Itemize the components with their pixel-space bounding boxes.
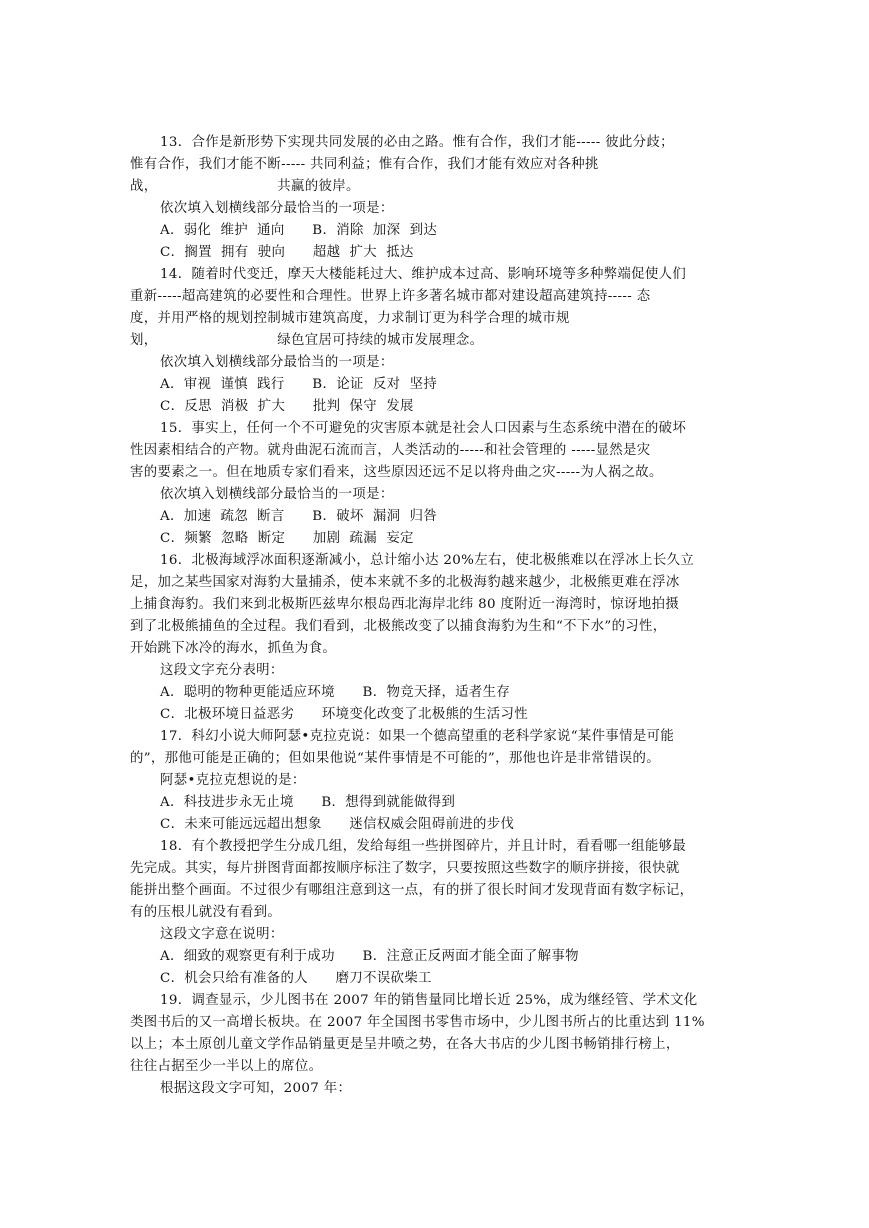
q14-line-2: 重新-----超高建筑的必要性和合理性。世界上许多著名城市都对建设超高建筑持----- 态	[130, 289, 651, 304]
q18-line-3: 能拼出整个画面。不过很少有哪组注意到这一点，有的拼了很长时间才发现背面有数字标记，	[130, 883, 694, 898]
q16-line-1: 16．北极海域浮冰面积逐渐减小，总计缩小达 20%左右，使北极熊难以在浮冰上长久立	[160, 553, 695, 568]
q15-options-ab: A．加速 疏忽 断言 B．破坏 漏洞 归咎	[160, 509, 438, 524]
q14-line-4: 划， 绿色宜居可持续的城市发展理念。	[130, 333, 484, 348]
q17-options-ab: A．科技进步永无止境 B．想得到就能做得到	[160, 795, 456, 810]
q13-line-2: 惟有合作，我们才能不断----- 共同利益；惟有合作，我们才能有效应对各种挑	[130, 157, 599, 172]
q16-prompt: 这段文字充分表明：	[160, 663, 284, 678]
q19-line-2: 类图书后的又一高增长板块。在 2007 年全国图书零售市场中，少儿图书所占的比重达到 11%	[130, 1015, 705, 1030]
q14-line-1: 14．随着时代变迁，摩天大楼能耗过大、维护成本过高、影响环境等多种弊端促使人们	[160, 267, 687, 282]
q17-prompt: 阿瑟•克拉克想说的是：	[160, 773, 306, 788]
q16-line-5: 开始跳下冰冷的海水，抓鱼为食。	[130, 641, 337, 656]
q15-prompt: 依次填入划横线部分最恰当的一项是：	[160, 487, 394, 502]
q14-options-cd: C．反思 消极 扩大 批判 保守 发展	[160, 399, 414, 414]
q19-line-1: 19．调查显示，少儿图书在 2007 年的销售量同比增长近 25%，成为继经管、学术文化	[160, 993, 698, 1008]
q19-line-3: 以上；本土原创儿童文学作品销量更是呈井喷之势，在各大书店的少儿图书畅销排行榜上，	[130, 1037, 680, 1052]
q18-options-cd: C．机会只给有准备的人 磨刀不误砍柴工	[160, 971, 432, 986]
q19-line-4: 往往占据至少一半以上的席位。	[130, 1059, 323, 1074]
q17-line-1: 17．科幻小说大师阿瑟•克拉克说：如果一个德高望重的老科学家说“某件事情是可能	[160, 729, 675, 744]
q13-options-cd: C．搁置 拥有 驶向 超越 扩大 抵达	[160, 245, 414, 260]
q15-line-3: 害的要素之一。但在地质专家们看来，这些原因还远不足以将舟曲之灾-----为人祸之故。	[130, 465, 663, 480]
q18-prompt: 这段文字意在说明：	[160, 927, 284, 942]
q17-line-2: 的”，那他可能是正确的；但如果他说“某件事情是不可能的”，那他也许是非常错误的。	[130, 751, 660, 766]
q15-line-1: 15．事实上，任何一个不可避免的灾害原本就是社会人口因素与生态系统中潜在的破坏	[160, 421, 687, 436]
q18-options-ab: A．细致的观察更有利于成功 B．注意正反两面才能全面了解事物	[160, 949, 579, 964]
q15-line-2: 性因素相结合的产物。就舟曲泥石流而言，人类活动的-----和社会管理的 -----显然是灾	[130, 443, 651, 458]
q13-line-3: 战， 共赢的彼岸。	[130, 179, 360, 194]
q16-options-cd: C．北极环境日益恶劣 环境变化改变了北极熊的生活习性	[160, 707, 529, 722]
q16-line-3: 上捕食海豹。我们来到北极斯匹兹卑尔根岛西北海岸北纬 80 度附近一海湾时，惊讶地拍摄	[130, 597, 680, 612]
q18-line-4: 有的压根儿就没有看到。	[130, 905, 282, 920]
q16-line-2: 足，加之某些国家对海豹大量捕杀，使本来就不多的北极海豹越来越少，北极熊更难在浮冰	[130, 575, 680, 590]
q13-line-1: 13．合作是新形势下实现共同发展的必由之路。惟有合作，我们才能----- 彼此分歧；	[160, 135, 674, 150]
q13-prompt: 依次填入划横线部分最恰当的一项是：	[160, 201, 394, 216]
q16-line-4: 到了北极熊捕鱼的全过程。我们看到，北极熊改变了以捕食海豹为生和“不下水”的习性，	[130, 619, 667, 634]
q14-prompt: 依次填入划横线部分最恰当的一项是：	[160, 355, 394, 370]
q14-options-ab: A．审视 谨慎 践行 B．论证 反对 坚持	[160, 377, 438, 392]
q17-options-cd: C．未来可能远远超出想象 迷信权威会阻碍前进的步伐	[160, 817, 515, 832]
q18-line-1: 18．有个教授把学生分成几组，发给每组一些拼图碎片，并且计时，看看哪一组能够最	[160, 839, 687, 854]
q15-options-cd: C．频繁 忽略 断定 加剧 疏漏 妄定	[160, 531, 414, 546]
q18-line-2: 先完成。其实，每片拼图背面都按顺序标注了数字，只要按照这些数字的顺序拼接，很快就	[130, 861, 680, 876]
q13-options-ab: A．弱化 维护 通向 B．消除 加深 到达	[160, 223, 438, 238]
q16-options-ab: A．聪明的物种更能适应环境 B．物竞天择，适者生存	[160, 685, 511, 700]
q19-prompt: 根据这段文字可知，2007 年：	[160, 1081, 352, 1096]
q14-line-3: 度，并用严格的规划控制城市建筑高度，力求制订更为科学合理的城市规	[130, 311, 570, 326]
